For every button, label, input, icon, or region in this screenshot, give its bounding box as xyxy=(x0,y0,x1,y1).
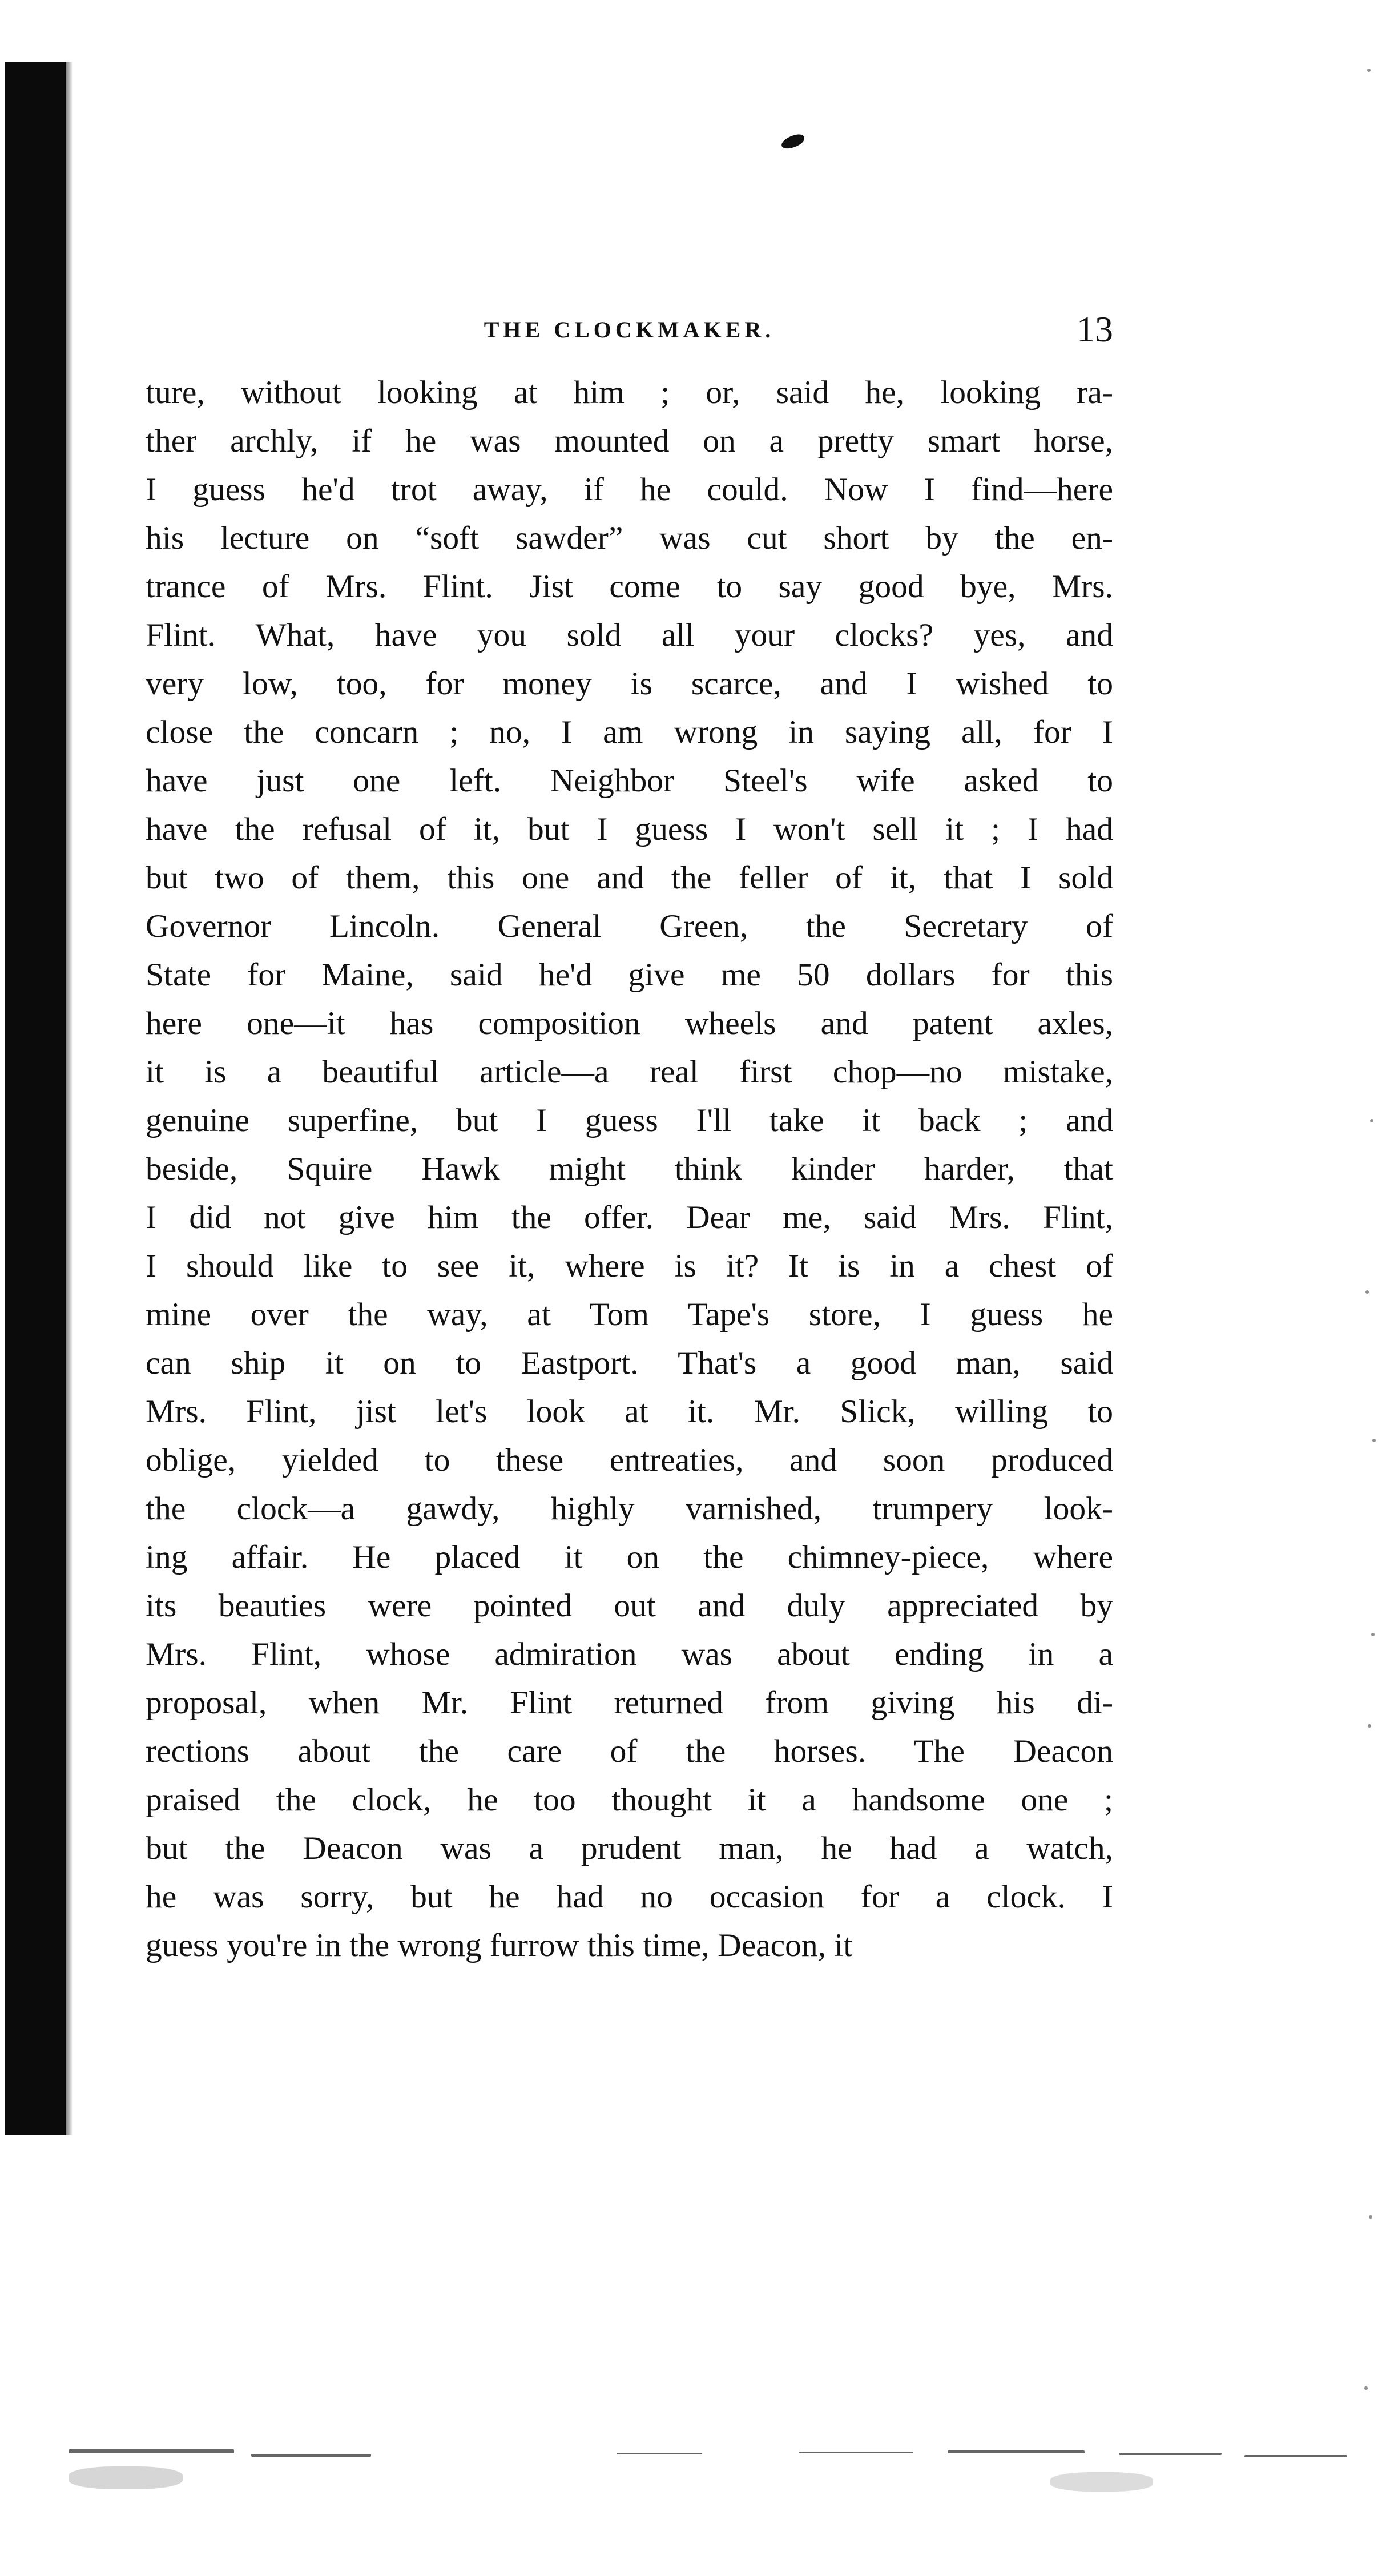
text-line: beside, Squire Hawk might think kinder harder, that xyxy=(146,1151,1113,1187)
text-line: guess you're in the wrong furrow this time, Deacon, it xyxy=(146,1927,853,1963)
text-line: oblige, yielded to these entreaties, and soon produced xyxy=(146,1442,1113,1478)
text-line: close the concarn ; no, I am wrong in saying all, for I xyxy=(146,714,1113,750)
text-line: his lecture on “soft sawder” was cut short by the en- xyxy=(146,520,1113,556)
margin-speck xyxy=(1370,1119,1373,1122)
body-text xyxy=(146,368,1113,1970)
text-line: rections about the care of the horses. The Deacon xyxy=(146,1733,1113,1769)
text-line: have just one left. Neighbor Steel's wife asked to xyxy=(146,763,1113,799)
scan-smudge xyxy=(1050,2472,1153,2492)
margin-speck xyxy=(1369,2215,1372,2219)
scan-mark xyxy=(1119,2453,1222,2455)
binding-shadow xyxy=(5,62,66,2135)
scan-mark xyxy=(948,2450,1085,2453)
running-header xyxy=(146,308,1113,354)
margin-speck xyxy=(1368,1724,1371,1728)
text-line: proposal, when Mr. Flint returned from giving his di- xyxy=(146,1685,1113,1721)
text-line: its beauties were pointed out and duly appreciated by xyxy=(146,1588,1113,1624)
scan-mark xyxy=(617,2453,702,2454)
text-line: here one—it has composition wheels and patent axles, xyxy=(146,1005,1113,1041)
text-line: the clock—a gawdy, highly varnished, trumpery look- xyxy=(146,1491,1113,1527)
text-line: ing affair. He placed it on the chimney-piece, where xyxy=(146,1539,1113,1575)
text-line: very low, too, for money is scarce, and I wished to xyxy=(146,666,1113,702)
text-line: but two of them, this one and the feller of it, that I sold xyxy=(146,860,1113,896)
text-line: Mrs. Flint, whose admiration was about ending in a xyxy=(146,1636,1113,1672)
scan-mark xyxy=(799,2452,913,2453)
text-line: I guess he'd trot away, if he could. Now I find—here xyxy=(146,472,1113,508)
text-line: Mrs. Flint, jist let's look at it. Mr. Slick, willing to xyxy=(146,1394,1113,1430)
margin-speck xyxy=(1364,2386,1368,2390)
scan-mark xyxy=(69,2449,234,2453)
text-line: Flint. What, have you sold all your clocks? yes, and xyxy=(146,617,1113,653)
margin-speck xyxy=(1367,69,1371,72)
text-line: can ship it on to Eastport. That's a good man, said xyxy=(146,1345,1113,1381)
ink-blot xyxy=(780,132,806,151)
text-line: mine over the way, at Tom Tape's store, I guess he xyxy=(146,1297,1113,1333)
margin-speck xyxy=(1372,1439,1376,1442)
page-number: 13 xyxy=(1077,309,1113,349)
text-line: ther archly, if he was mounted on a pretty smart horse, xyxy=(146,423,1113,459)
text-line: it is a beautiful article—a real first chop—no mistake, xyxy=(146,1054,1113,1090)
scan-mark xyxy=(251,2454,371,2457)
text-line: trance of Mrs. Flint. Jist come to say good bye, Mrs. xyxy=(146,569,1113,605)
text-line: I did not give him the offer. Dear me, said Mrs. Flint, xyxy=(146,1200,1113,1235)
text-line: ture, without looking at him ; or, said he, looking ra- xyxy=(146,375,1113,410)
text-line: I should like to see it, where is it? It is in a chest of xyxy=(146,1248,1113,1284)
text-line: but the Deacon was a prudent man, he had a watch, xyxy=(146,1830,1113,1866)
text-line: Governor Lincoln. General Green, the Secretary of xyxy=(146,908,1113,944)
running-title: THE CLOCKMAKER. xyxy=(484,317,775,343)
text-line: he was sorry, but he had no occasion for a clock. I xyxy=(146,1879,1113,1915)
text-line: State for Maine, said he'd give me 50 dollars for this xyxy=(146,957,1113,993)
scan-smudge xyxy=(69,2466,183,2489)
margin-speck xyxy=(1371,1633,1375,1636)
scan-mark xyxy=(1244,2455,1347,2457)
text-line: praised the clock, he too thought it a handsome one ; xyxy=(146,1782,1113,1818)
text-line: have the refusal of it, but I guess I won't sell it ; I had xyxy=(146,811,1113,847)
text-line: genuine superfine, but I guess I'll take it back ; and xyxy=(146,1102,1113,1138)
margin-speck xyxy=(1365,1290,1369,1294)
